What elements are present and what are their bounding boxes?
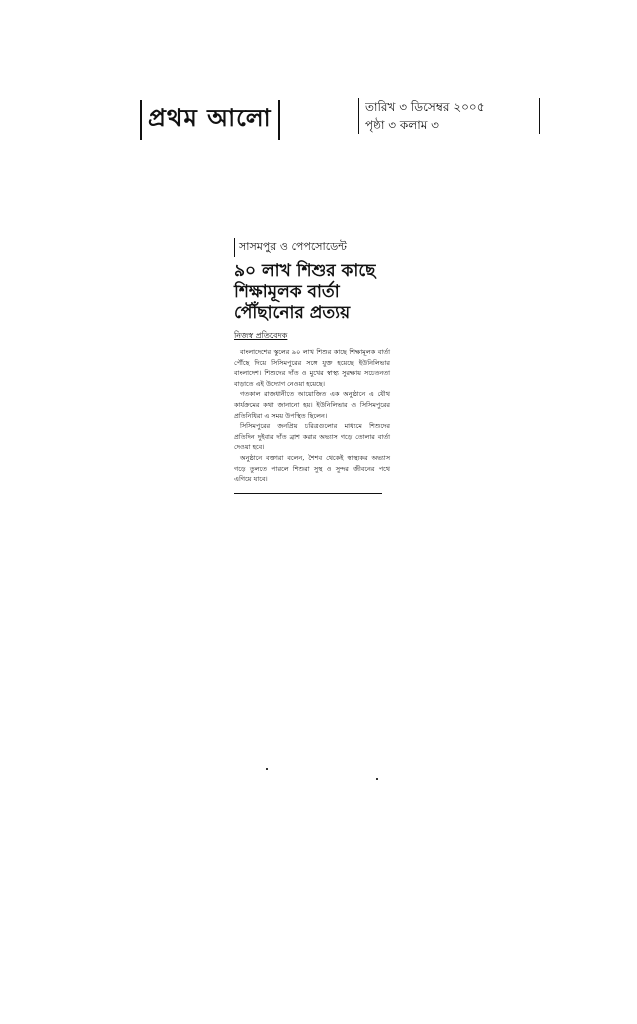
article-end-rule — [234, 493, 382, 494]
article-paragraph: গতকাল রাজধানীতে আয়োজিত এক অনুষ্ঠানে এ যৌথ কার্যক্রমের কথা জানানো হয়। ইউনিলিভার ও সিসিমপুরের প্রতিনিধিরা এ সময় উপস্থিত ছিলেন। — [234, 390, 390, 420]
article-headline: ৯০ লাখ শিশুর কাছে শিক্ষামূলক বার্তা পৌঁছানোর প্রত্যয় — [234, 261, 376, 323]
scan-speck — [376, 778, 378, 780]
article-kicker: সাসমপুর ও পেপসোডেন্ট — [234, 238, 390, 257]
page-column-field: পৃষ্ঠা ৩ কলাম ৩ — [365, 118, 439, 132]
article-body — [234, 347, 390, 485]
article-byline: নিজস্ব প্রতিবেদক — [234, 331, 288, 340]
newspaper-clipping — [234, 238, 390, 494]
article-paragraph: বাংলাদেশের স্কুলের ৯০ লাখ শিশুর কাছে শিক্ষামূলক বার্তা পৌঁছে দিয়ে সিসিমপুরের সঙ্গে যুক্ত হয়েছে ইউনিলিভার বাংলাদেশ। শিশুদের দাঁত ও মুখের স্বাস্থ্য সুরক্ষায় সচেতনতা বাড়াতে এই উদ্যোগ নেওয়া হয়েছে। — [234, 348, 390, 388]
dateline-block — [358, 98, 540, 134]
date-field: তারিখ ৩ ডিসেম্বর ২০০৫ — [365, 100, 485, 114]
newspaper-masthead: প্রথম আলো — [140, 100, 280, 140]
scan-speck — [266, 768, 268, 770]
article-paragraph: সিসিমপুরের জনপ্রিয় চরিত্রগুলোর মাধ্যমে শিশুদের প্রতিদিন দুইবার দাঁত ব্রাশ করার অভ্যাস গড়ে তোলার বার্তা দেওয়া হবে। — [234, 422, 390, 452]
article-paragraph: অনুষ্ঠানে বক্তারা বলেন, শৈশব থেকেই স্বাস্থ্যকর অভ্যাস গড়ে তুলতে পারলে শিশুরা সুস্থ ও সুন্দর জীবনের পথে এগিয়ে যাবে। — [234, 453, 390, 484]
